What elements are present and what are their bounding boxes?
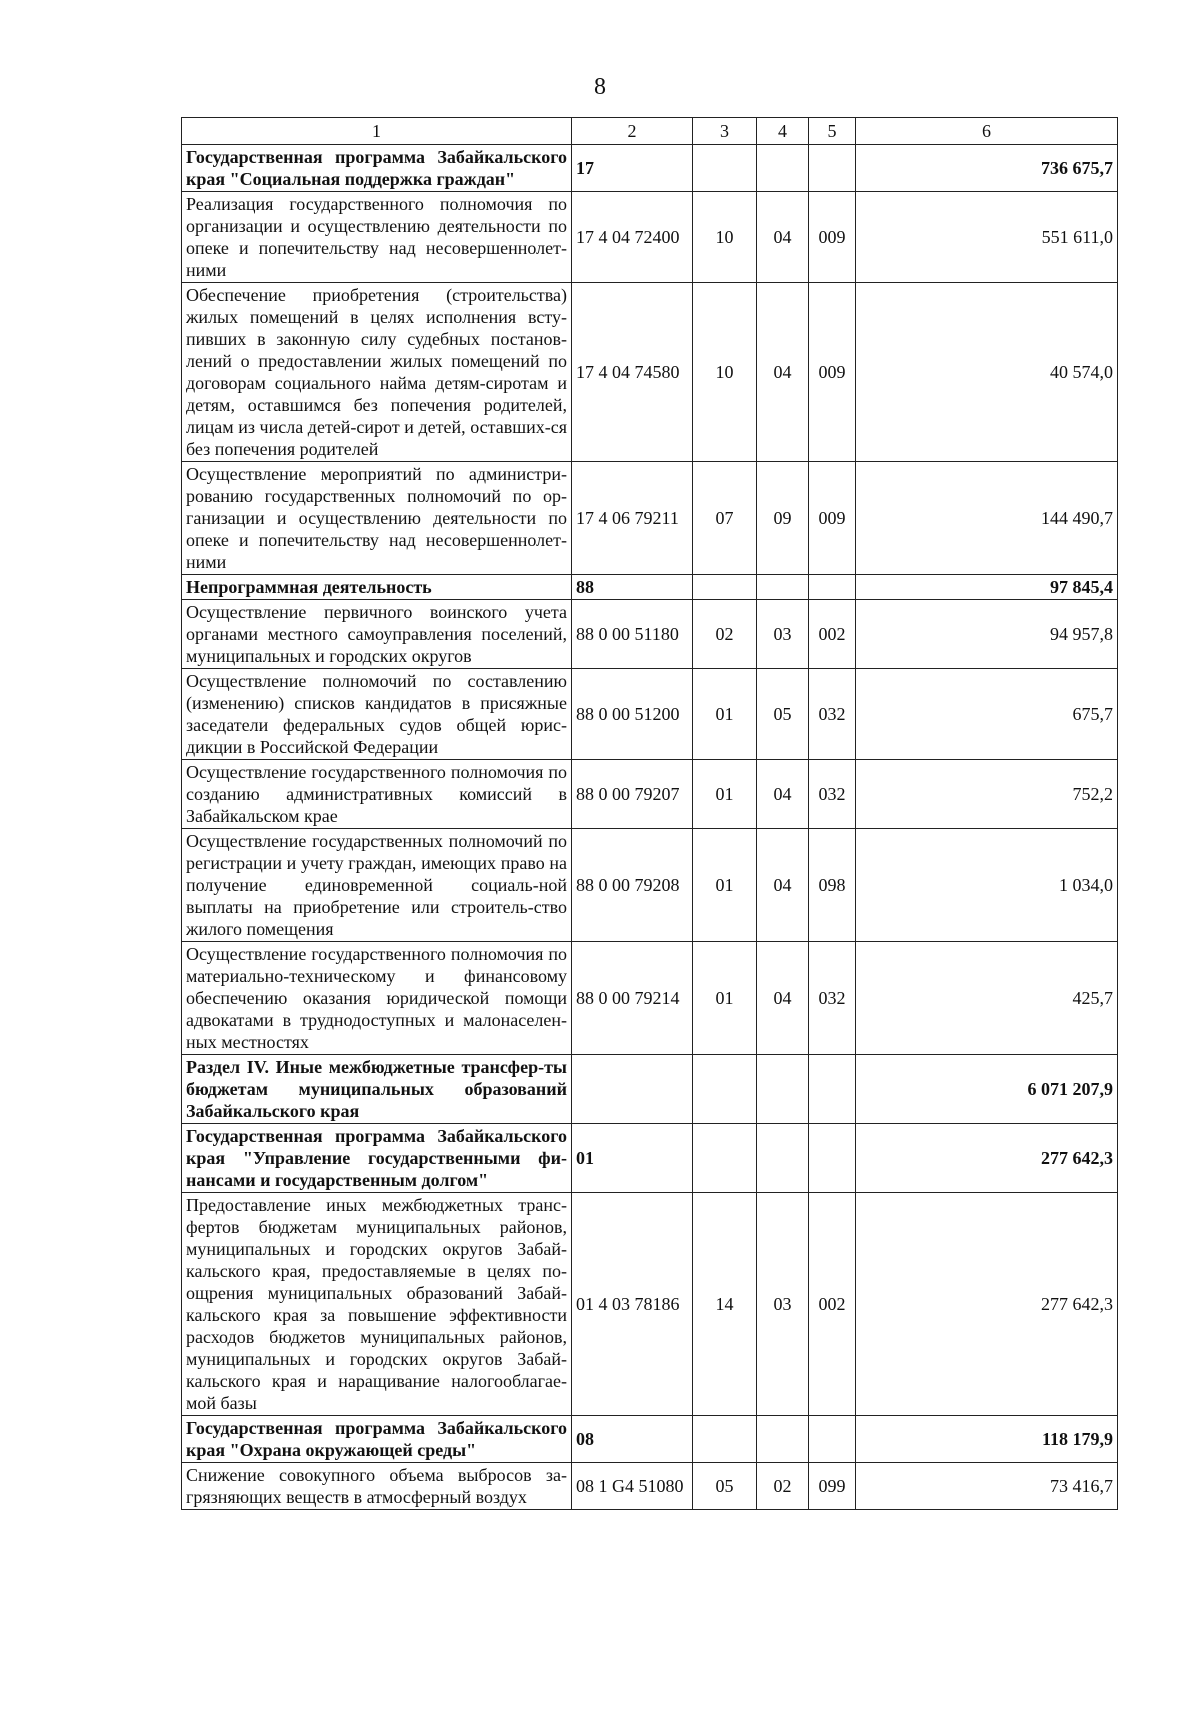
row-type-cell: 002 xyxy=(809,1193,856,1416)
row-type-cell: 009 xyxy=(809,283,856,462)
row-code-cell: 01 4 03 78186 xyxy=(572,1193,693,1416)
row-section-cell: 05 xyxy=(693,1463,757,1510)
row-section-cell xyxy=(693,1055,757,1124)
row-subsection-cell xyxy=(757,1416,809,1463)
row-name-cell: Реализация государственного полномочия по организации и осуществлению деятельности по опеке и попечительству над несовершеннолет-ними xyxy=(182,192,572,283)
row-name-cell: Обеспечение приобретения (строительства) жилых помещений в целях исполнения всту-пивших в законную силу судебных постанов-лений о предоставлении жилых помещений по договорам социального найма детям-сиротам и детям, оставшимся без попечения родителей, лицам из числа детей-сирот и детей, оставших-ся без попечения родителей xyxy=(182,283,572,462)
row-code-cell: 17 4 04 74580 xyxy=(572,283,693,462)
row-code-cell: 88 0 00 51200 xyxy=(572,669,693,760)
row-amount-cell: 736 675,7 xyxy=(856,145,1118,192)
row-code-cell: 88 0 00 79207 xyxy=(572,760,693,829)
row-amount-cell: 1 034,0 xyxy=(856,829,1118,942)
row-section-cell: 01 xyxy=(693,942,757,1055)
table-row xyxy=(182,192,1118,283)
row-code-cell: 88 0 00 79208 xyxy=(572,829,693,942)
row-name-cell: Снижение совокупного объема выбросов за-грязняющих веществ в атмосферный воздух xyxy=(182,1463,572,1510)
row-subsection-cell xyxy=(757,575,809,600)
row-name-cell: Осуществление государственного полномочия по созданию административных комиссий в Забайкальском крае xyxy=(182,760,572,829)
table-row xyxy=(182,829,1118,942)
row-subsection-cell: 03 xyxy=(757,600,809,669)
row-code-cell: 17 4 06 79211 xyxy=(572,462,693,575)
row-amount-cell: 277 642,3 xyxy=(856,1193,1118,1416)
table-row xyxy=(182,600,1118,669)
row-code-cell: 88 0 00 51180 xyxy=(572,600,693,669)
row-type-cell xyxy=(809,145,856,192)
row-subsection-cell: 05 xyxy=(757,669,809,760)
row-name-cell: Предоставление иных межбюджетных транс-фертов бюджетам муниципальных районов, муниципальных и городских округов Забай-кальского края, предоставляемые в целях по-ощрения муниципальных образований Забай-кальского края за повышение эффективности расходов бюджетов муниципальных районов, муниципальных и городских округов Забай-кальского края и наращивание налогооблагае-мой базы xyxy=(182,1193,572,1416)
table-row xyxy=(182,1193,1118,1416)
row-type-cell: 002 xyxy=(809,600,856,669)
row-type-cell xyxy=(809,1416,856,1463)
row-section-cell: 01 xyxy=(693,669,757,760)
table-row xyxy=(182,145,1118,192)
budget-table xyxy=(181,117,1118,1510)
row-subsection-cell: 02 xyxy=(757,1463,809,1510)
row-subsection-cell xyxy=(757,145,809,192)
row-type-cell: 032 xyxy=(809,669,856,760)
row-amount-cell: 97 845,4 xyxy=(856,575,1118,600)
row-name-cell: Осуществление мероприятий по администри-рованию государственных полномочий по ор-ганизации и осуществлению деятельности по опеке и попечительству над несовершеннолет-ними xyxy=(182,462,572,575)
row-amount-cell: 6 071 207,9 xyxy=(856,1055,1118,1124)
row-name-cell: Осуществление полномочий по составлению (изменению) списков кандидатов в присяжные заседатели федеральных судов общей юрис-дикции в Российской Федерации xyxy=(182,669,572,760)
row-code-cell: 88 0 00 79214 xyxy=(572,942,693,1055)
row-subsection-cell: 04 xyxy=(757,829,809,942)
row-amount-cell: 675,7 xyxy=(856,669,1118,760)
column-header-2: 2 xyxy=(572,118,693,145)
row-amount-cell: 277 642,3 xyxy=(856,1124,1118,1193)
row-type-cell: 032 xyxy=(809,942,856,1055)
row-subsection-cell: 04 xyxy=(757,760,809,829)
row-type-cell: 009 xyxy=(809,192,856,283)
row-amount-cell: 40 574,0 xyxy=(856,283,1118,462)
table-row xyxy=(182,942,1118,1055)
row-section-cell xyxy=(693,1416,757,1463)
row-amount-cell: 752,2 xyxy=(856,760,1118,829)
row-amount-cell: 425,7 xyxy=(856,942,1118,1055)
row-code-cell: 17 xyxy=(572,145,693,192)
row-type-cell: 032 xyxy=(809,760,856,829)
row-code-cell: 17 4 04 72400 xyxy=(572,192,693,283)
row-amount-cell: 144 490,7 xyxy=(856,462,1118,575)
row-type-cell: 098 xyxy=(809,829,856,942)
row-amount-cell: 551 611,0 xyxy=(856,192,1118,283)
row-type-cell: 099 xyxy=(809,1463,856,1510)
row-code-cell: 08 1 G4 51080 xyxy=(572,1463,693,1510)
column-header-5: 5 xyxy=(809,118,856,145)
row-amount-cell: 73 416,7 xyxy=(856,1463,1118,1510)
row-section-cell: 01 xyxy=(693,760,757,829)
row-name-cell: Государственная программа Забайкальского края "Управление государственными фи-нансами и государственным долгом" xyxy=(182,1124,572,1193)
row-name-cell: Осуществление первичного воинского учета органами местного самоуправления поселений, муниципальных и городских округов xyxy=(182,600,572,669)
row-subsection-cell: 04 xyxy=(757,942,809,1055)
row-type-cell: 009 xyxy=(809,462,856,575)
table-row xyxy=(182,1463,1118,1510)
table-row xyxy=(182,760,1118,829)
row-type-cell xyxy=(809,575,856,600)
row-code-cell: 88 xyxy=(572,575,693,600)
row-section-cell: 07 xyxy=(693,462,757,575)
row-code-cell: 08 xyxy=(572,1416,693,1463)
column-header-6: 6 xyxy=(856,118,1118,145)
row-section-cell: 10 xyxy=(693,283,757,462)
row-code-cell xyxy=(572,1055,693,1124)
row-section-cell: 02 xyxy=(693,600,757,669)
row-subsection-cell xyxy=(757,1124,809,1193)
row-section-cell: 14 xyxy=(693,1193,757,1416)
row-section-cell xyxy=(693,575,757,600)
row-amount-cell: 118 179,9 xyxy=(856,1416,1118,1463)
column-header-1: 1 xyxy=(182,118,572,145)
table-body xyxy=(182,145,1118,1510)
row-name-cell: Государственная программа Забайкальского края "Социальная поддержка граждан" xyxy=(182,145,572,192)
table-row xyxy=(182,1055,1118,1124)
row-name-cell: Раздел IV. Иные межбюджетные трансфер-ты бюджетам муниципальных образований Забайкальского края xyxy=(182,1055,572,1124)
row-type-cell xyxy=(809,1124,856,1193)
table-row xyxy=(182,283,1118,462)
row-name-cell: Осуществление государственного полномочия по материально-техническому и финансовому обеспечению оказания юридической помощи адвокатами в труднодоступных и малонаселен-ных местностях xyxy=(182,942,572,1055)
row-section-cell: 01 xyxy=(693,829,757,942)
row-section-cell xyxy=(693,1124,757,1193)
table-row xyxy=(182,575,1118,600)
row-subsection-cell: 09 xyxy=(757,462,809,575)
row-subsection-cell xyxy=(757,1055,809,1124)
row-amount-cell: 94 957,8 xyxy=(856,600,1118,669)
row-code-cell: 01 xyxy=(572,1124,693,1193)
row-name-cell: Государственная программа Забайкальского края "Охрана окружающей среды" xyxy=(182,1416,572,1463)
table-row xyxy=(182,462,1118,575)
row-section-cell: 10 xyxy=(693,192,757,283)
column-header-4: 4 xyxy=(757,118,809,145)
row-section-cell xyxy=(693,145,757,192)
row-subsection-cell: 04 xyxy=(757,192,809,283)
page-number: 8 xyxy=(594,74,606,100)
table-row xyxy=(182,1416,1118,1463)
row-name-cell: Непрограммная деятельность xyxy=(182,575,572,600)
row-name-cell: Осуществление государственных полномочий по регистрации и учету граждан, имеющих право на получение единовременной социаль-ной выплаты на приобретение или строитель-ство жилого помещения xyxy=(182,829,572,942)
table-row xyxy=(182,669,1118,760)
table-row xyxy=(182,1124,1118,1193)
row-type-cell xyxy=(809,1055,856,1124)
row-subsection-cell: 04 xyxy=(757,283,809,462)
column-header-3: 3 xyxy=(693,118,757,145)
table-header-row xyxy=(182,118,1118,145)
row-subsection-cell: 03 xyxy=(757,1193,809,1416)
